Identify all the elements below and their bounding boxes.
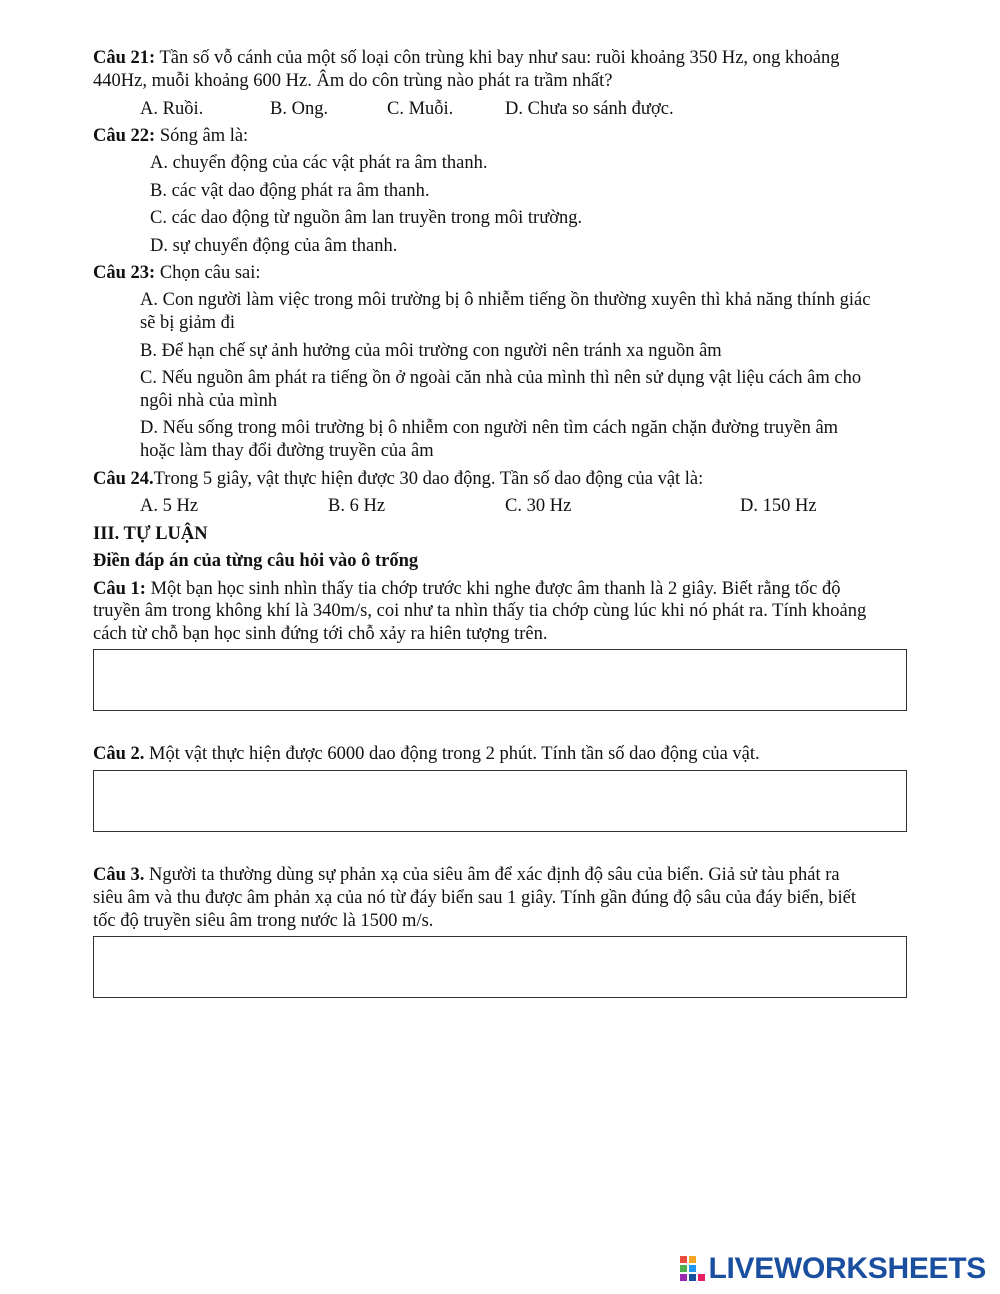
q21-option-d: D. Chưa so sánh được. — [505, 99, 674, 119]
essay3-answer-box[interactable] — [93, 936, 907, 998]
q24-option-d: D. 150 Hz — [740, 496, 817, 516]
essay1-answer-input[interactable] — [94, 650, 906, 710]
q22-text — [93, 125, 907, 148]
essay2-label: Câu 2. — [93, 744, 145, 764]
essay1-answer-box[interactable] — [93, 649, 907, 711]
section-title: III. TỰ LUẬN — [93, 524, 208, 544]
essay3-text1: Người ta thường dùng sự phản xạ của siêu âm để xác định độ sâu của biển. Giả sử tàu phát ra — [149, 865, 840, 885]
q21-option-c: C. Muỗi. — [387, 99, 454, 119]
essay1-label: Câu 1: — [93, 579, 146, 599]
q21-option-a: A. Ruồi. — [140, 99, 204, 119]
essay3-label: Câu 3. — [93, 865, 145, 885]
section-instruction: Điền đáp án của từng câu hỏi vào ô trống — [93, 551, 419, 571]
q22-stem: Sóng âm là: — [159, 126, 249, 146]
essay3-line1 — [93, 864, 907, 887]
essay3-line2: siêu âm và thu được âm phản xạ của nó từ đáy biển sau 1 giây. Tính gần đúng độ sâu của đáy biển, biết — [93, 888, 856, 908]
q23-option-b-line1: B. Để hạn chế sự ảnh hưởng của môi trường con người nên tránh xa nguồn âm — [140, 341, 722, 361]
liveworksheets-brand — [679, 1252, 987, 1286]
q23-option-c-line1: C. Nếu nguồn âm phát ra tiếng ồn ở ngoài căn nhà của mình thì nên sử dụng vật liệu cách âm cho — [140, 368, 862, 388]
essay3-line3: tốc độ truyền siêu âm trong nước là 1500 m/s. — [93, 911, 434, 931]
q22-label: Câu 22: — [93, 126, 156, 146]
q22-option-a: A. chuyển động của các vật phát ra âm thanh. — [150, 153, 488, 173]
essay1-text1: Một bạn học sinh nhìn thấy tia chớp trước khi nghe được âm thanh là 2 giây. Biết rằng tốc độ — [150, 579, 841, 599]
q24-option-b: B. 6 Hz — [328, 496, 386, 516]
essay2-answer-input[interactable] — [94, 771, 906, 831]
q23-option-a — [140, 289, 907, 335]
essay3-answer-input[interactable] — [94, 937, 906, 997]
essay2-text1: Một vật thực hiện được 6000 dao động trong 2 phút. Tính tần số dao động của vật. — [149, 744, 760, 764]
q22-option-c: C. các dao động từ nguồn âm lan truyền trong môi trường. — [150, 208, 583, 228]
liveworksheets-logo-icon — [679, 1255, 707, 1283]
q23-option-c — [140, 367, 907, 413]
q23-option-a-line1: A. Con người làm việc trong môi trường bị ô nhiễm tiếng ồn thường xuyên thì khả năng thính giác — [140, 290, 871, 310]
essay1-line2: truyền âm trong không khí là 340m/s, coi như ta nhìn thấy tia chớp cùng lúc khi nó phát ra. Tính khoảng — [93, 601, 867, 621]
q24-option-c: C. 30 Hz — [505, 496, 572, 516]
essay2-answer-box[interactable] — [93, 770, 907, 832]
q24-text — [93, 468, 907, 491]
q23-option-d-line2: hoặc làm thay đổi đường truyền của âm — [140, 441, 434, 461]
q23-stem: Chọn câu sai: — [159, 263, 261, 283]
q21-line2: 440Hz, muỗi khoảng 600 Hz. Âm do côn trùng nào phát ra trầm nhất? — [93, 71, 613, 91]
q23-option-d — [140, 417, 907, 463]
liveworksheets-brand-name: LIVEWORKSHEETS — [708, 1252, 986, 1285]
q23-option-b — [140, 340, 907, 363]
q24-option-a: A. 5 Hz — [140, 496, 199, 516]
q22-option-b: B. các vật dao động phát ra âm thanh. — [150, 181, 430, 201]
q21-label: Câu 21: — [93, 48, 156, 68]
q22-option-d: D. sự chuyển động của âm thanh. — [150, 236, 398, 256]
q23-option-d-line1: D. Nếu sống trong môi trường bị ô nhiễm con người nên tìm cách ngăn chặn đường truyền âm — [140, 418, 839, 438]
q21-line1: Tần số vỗ cánh của một số loại côn trùng khi bay như sau: ruồi khoảng 350 Hz, ong khoảng — [159, 48, 840, 68]
essay1-line1 — [93, 578, 907, 601]
q23-text — [93, 262, 907, 285]
essay2-line1 — [93, 743, 907, 766]
q24-stem: Trong 5 giây, vật thực hiện được 30 dao động. Tần số dao động của vật là: — [153, 469, 704, 489]
q23-label: Câu 23: — [93, 263, 156, 283]
q24-label: Câu 24. — [93, 469, 154, 489]
q21-option-b: B. Ong. — [270, 99, 329, 119]
essay1-line3: cách từ chỗ bạn học sinh đứng tới chỗ xảy ra hiên tượng trên. — [93, 624, 548, 644]
q23-option-c-line2: ngôi nhà của mình — [140, 391, 278, 411]
q21-text — [93, 47, 907, 70]
q23-option-a-line2: sẽ bị giảm đi — [140, 313, 236, 333]
